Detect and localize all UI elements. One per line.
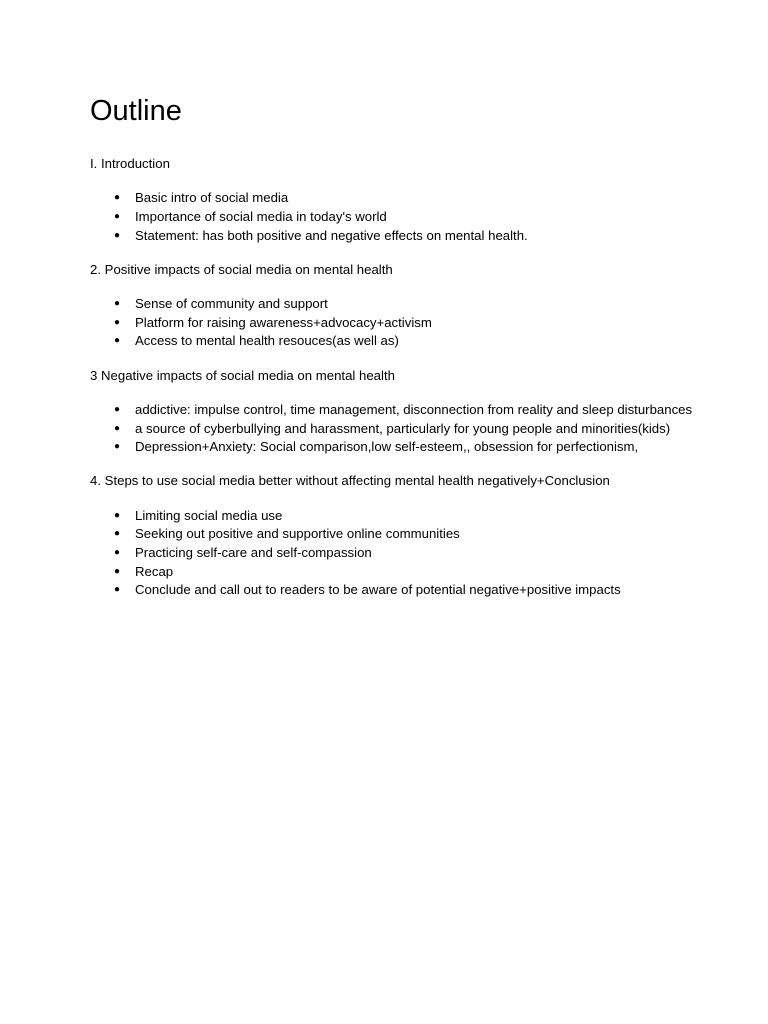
list-item-text: Conclude and call out to readers to be aware of potential negative+positive impacts [135,582,621,598]
list-item [90,332,710,351]
list-item [90,563,710,582]
list-item [90,581,710,600]
section-heading: 2. Positive impacts of social media on mental health [90,261,393,277]
bullet-icon: ● [114,441,121,453]
bullet-icon: ● [114,584,121,596]
list-item [90,208,710,227]
list-item-text: Importance of social media in today's world [135,208,387,224]
list-item [90,420,710,439]
list-item-text: Practicing self-care and self-compassion [135,545,372,561]
bullet-icon: ● [114,528,121,540]
section-heading: I. Introduction [90,156,170,171]
section-negative-impacts [90,367,710,457]
bullet-list [90,189,710,245]
section-heading: 3 Negative impacts of social media on mental health [90,367,395,383]
list-item-text: Access to mental health resouces(as well as) [135,333,399,349]
bullet-icon: ● [114,565,121,577]
section-heading: 4. Steps to use social media better without affecting mental health negatively+Conclusion [90,473,610,489]
list-item [90,507,710,526]
bullet-list [90,401,710,457]
list-item-text: Platform for raising awareness+advocacy+activism [135,314,432,330]
bullet-icon: ● [114,422,121,434]
bullet-icon: ● [114,547,121,559]
list-item-text: addictive: impulse control, time management, disconnection from reality and sleep disturbances [135,401,693,417]
list-item [90,525,710,544]
list-item-text: Sense of community and support [135,296,328,312]
bullet-icon: ● [114,210,121,222]
bullet-icon: ● [114,229,121,241]
section-positive-impacts [90,261,710,351]
bullet-icon: ● [114,509,121,521]
list-item-text: a source of cyberbullying and harassment, particularly for young people and minorities(kids) [135,420,671,436]
bullet-icon: ● [114,335,121,347]
bullet-icon: ● [114,298,121,310]
bullet-list [90,507,710,601]
bullet-icon: ● [114,192,121,204]
list-item [90,544,710,563]
list-item [90,295,710,314]
section-steps-conclusion [90,472,710,600]
section-introduction [90,155,710,245]
list-item [90,227,710,246]
bullet-icon: ● [114,403,121,415]
list-item-text: Depression+Anxiety: Social comparison,low self-esteem,, obsession for perfectionism, [135,439,639,455]
list-item [90,189,710,208]
list-item [90,438,710,457]
list-item-text: Recap [135,563,174,579]
list-item-text: Seeking out positive and supportive online communities [135,526,460,542]
list-item-text: Limiting social media use [135,507,283,523]
bullet-list [90,295,710,351]
list-item-text: Basic intro of social media [135,190,289,206]
list-item-text: Statement: has both positive and negative effects on mental health. [135,227,528,243]
list-item [90,401,710,420]
bullet-icon: ● [114,316,121,328]
outline-body [90,155,710,616]
list-item [90,314,710,333]
document-title: Outline [90,95,182,127]
